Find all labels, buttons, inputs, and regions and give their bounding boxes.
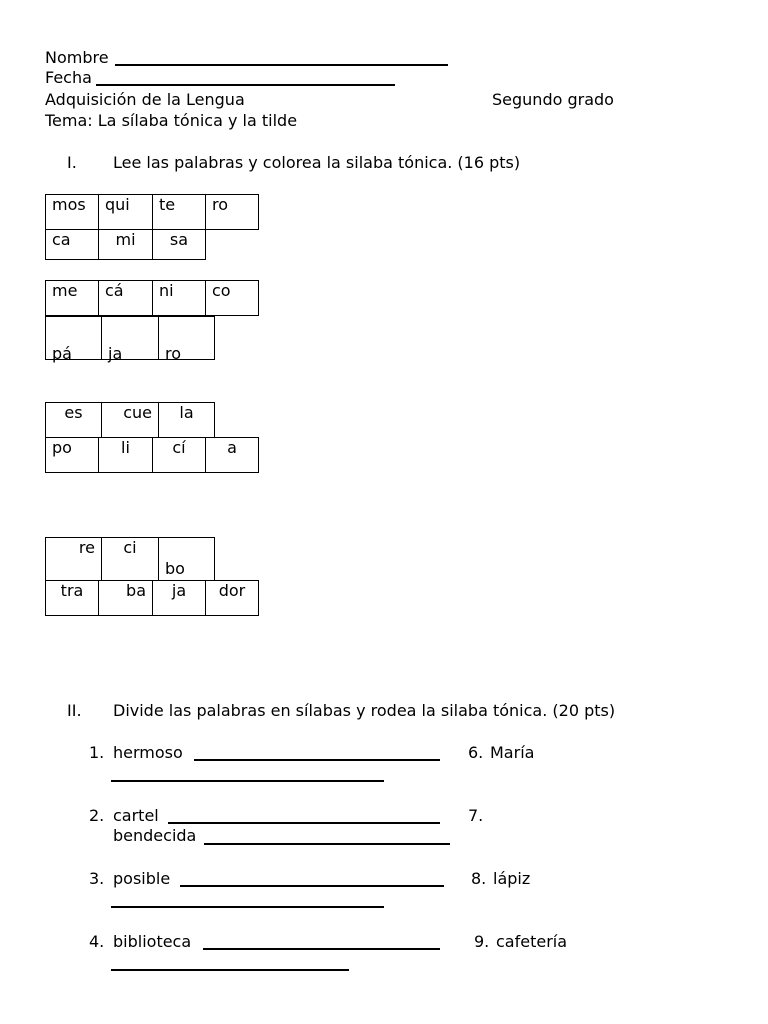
syllable-cell[interactable]: es	[45, 402, 102, 438]
syllable-cell[interactable]: me	[45, 280, 99, 316]
name-line[interactable]	[115, 64, 448, 66]
item-number: 4.	[89, 932, 105, 951]
topic-label: Tema: La sílaba tónica y la tilde	[45, 111, 298, 130]
syllable-cell[interactable]: bo	[158, 537, 215, 581]
item-word: biblioteca	[113, 932, 192, 951]
syllable-cell[interactable]: a	[205, 437, 259, 473]
item-word: María	[490, 743, 535, 762]
answer-line[interactable]	[203, 948, 440, 950]
syllable-cell[interactable]: re	[45, 537, 102, 581]
syllable-cell[interactable]: co	[205, 280, 259, 316]
syllable-cell[interactable]: te	[152, 194, 206, 230]
item-number: 3.	[89, 869, 105, 888]
answer-line[interactable]	[168, 822, 440, 824]
item-number: 7.	[468, 806, 484, 825]
subject-label: Adquisición de la Lengua	[45, 90, 245, 109]
syllable-cell[interactable]: cí	[152, 437, 206, 473]
item-number: 2.	[89, 806, 105, 825]
syllable-cell[interactable]: cá	[98, 280, 153, 316]
syllable-cell[interactable]: ro	[205, 194, 259, 230]
item-number: 8.	[471, 869, 487, 888]
date-label: Fecha	[45, 68, 92, 87]
item-word: hermoso	[113, 743, 183, 762]
syllable-cell[interactable]: ja	[101, 316, 159, 360]
answer-line[interactable]	[204, 843, 450, 845]
answer-line[interactable]	[111, 906, 384, 908]
answer-line[interactable]	[111, 780, 384, 782]
answer-line[interactable]	[180, 885, 444, 887]
syllable-cell[interactable]: ca	[45, 229, 99, 260]
item-number: 9.	[474, 932, 490, 951]
syllable-cell[interactable]: li	[98, 437, 153, 473]
section2-number: II.	[67, 701, 82, 720]
syllable-cell[interactable]: ba	[98, 580, 153, 616]
item-word: cartel	[113, 806, 159, 825]
syllable-cell[interactable]: pá	[45, 316, 102, 360]
name-label: Nombre	[45, 48, 109, 67]
syllable-cell[interactable]: dor	[205, 580, 259, 616]
syllable-cell[interactable]: ci	[101, 537, 159, 581]
syllable-cell[interactable]: qui	[98, 194, 153, 230]
syllable-cell[interactable]: la	[158, 402, 215, 438]
answer-line[interactable]	[194, 759, 440, 761]
item-word: cafetería	[496, 932, 568, 951]
item-word: posible	[113, 869, 171, 888]
section1-number: I.	[67, 153, 77, 172]
item-word: lápiz	[493, 869, 531, 888]
syllable-cell[interactable]: ro	[158, 316, 215, 360]
section2-instruction: Divide las palabras en sílabas y rodea la silaba tónica. (20 pts)	[113, 701, 616, 720]
syllable-cell[interactable]: sa	[152, 229, 206, 260]
syllable-cell[interactable]: ja	[152, 580, 206, 616]
syllable-cell[interactable]: ni	[152, 280, 206, 316]
answer-line[interactable]	[111, 969, 349, 971]
section1-instruction: Lee las palabras y colorea la silaba tónica. (16 pts)	[113, 153, 521, 172]
syllable-cell[interactable]: mi	[98, 229, 153, 260]
date-line[interactable]	[96, 84, 395, 86]
item-number: 1.	[89, 743, 105, 762]
syllable-cell[interactable]: tra	[45, 580, 99, 616]
item-word: bendecida	[113, 826, 197, 845]
syllable-cell[interactable]: po	[45, 437, 99, 473]
grade-label: Segundo grado	[492, 90, 614, 109]
syllable-cell[interactable]: cue	[101, 402, 159, 438]
syllable-cell[interactable]: mos	[45, 194, 99, 230]
item-number: 6.	[468, 743, 484, 762]
